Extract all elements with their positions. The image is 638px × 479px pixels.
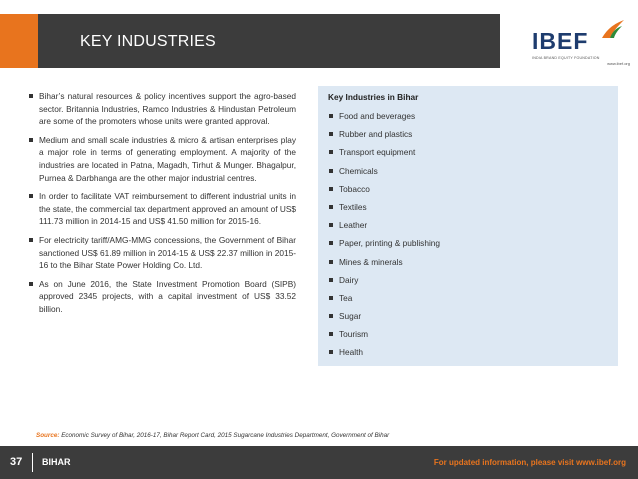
list-item: Leather xyxy=(328,216,440,234)
list-item: Paper, printing & publishing xyxy=(328,234,440,252)
list-item: Mines & minerals xyxy=(328,253,440,271)
list-item: Sugar xyxy=(328,307,440,325)
list-item: Tourism xyxy=(328,325,440,343)
logo-text: IBEF xyxy=(532,28,589,54)
bird-icon xyxy=(600,18,626,40)
list-item: Dairy xyxy=(328,271,440,289)
key-industries-title: Key Industries in Bihar xyxy=(328,92,419,102)
bullet-list xyxy=(28,90,296,316)
bullet-column xyxy=(28,90,296,322)
list-item: Transport equipment xyxy=(328,143,440,161)
header-band xyxy=(0,14,500,68)
list-item: Rubber and plastics xyxy=(328,125,440,143)
footer-divider xyxy=(32,453,33,472)
list-item: Textiles xyxy=(328,198,440,216)
source-text: Economic Survey of Bihar, 2016-17, Bihar Report Card, 2015 Sugarcane Industries Department, Government of Bihar xyxy=(61,432,390,439)
list-item: Tobacco xyxy=(328,180,440,198)
key-industries-list xyxy=(328,107,440,362)
bullet-item: In order to facilitate VAT reimbursement to different industrial units in the state, the commercial tax department approved an amount of US$ 111.73 million in 2014-15 and US$ 41.50 million for 2015-16. xyxy=(28,190,296,228)
source-note xyxy=(36,432,389,439)
bullet-item: For electricity tariff/AMG-MMG concessions, the Government of Bihar sanctioned US$ 61.89 million in 2014-15 & US$ 22.37 million in 2015-16 to the Bihar State Power Holding Co. Ltd. xyxy=(28,234,296,272)
header-accent-bar xyxy=(0,14,38,68)
footer-update-link[interactable]: For updated information, please visit www.ibef.org xyxy=(433,458,626,467)
logo-url: www.ibef.org xyxy=(607,61,630,66)
page-title: KEY INDUSTRIES xyxy=(80,33,216,50)
list-item: Chemicals xyxy=(328,162,440,180)
source-label: Source: xyxy=(36,432,60,439)
bullet-item: As on June 2016, the State Investment Promotion Board (SIPB) approved 2345 projects, with a capital investment of US$ 33.52 billion. xyxy=(28,278,296,316)
ibef-logo xyxy=(532,20,632,68)
list-item: Tea xyxy=(328,289,440,307)
key-industries-box xyxy=(318,86,618,366)
footer-bar xyxy=(0,446,638,479)
list-item: Health xyxy=(328,343,440,361)
bullet-item: Medium and small scale industries & micro & artisan enterprises play a major role in terms of generating employment. A majority of the industries are located in Patna, Magadh, Tirhut & Munger. Bhagalpur, Purnea & Darbhanga are the other major industrial centres. xyxy=(28,134,296,184)
logo-subtitle: INDIA BRAND EQUITY FOUNDATION xyxy=(532,56,600,60)
page-number: 37 xyxy=(10,456,23,468)
list-item: Food and beverages xyxy=(328,107,440,125)
bullet-item: Bihar’s natural resources & policy incentives support the agro-based sector. Britannia Industries, Ramco Industries & Hindustan Petroleum are some of the promoters whose units were granted approval. xyxy=(28,90,296,128)
footer-state-name: BIHAR xyxy=(42,457,71,467)
